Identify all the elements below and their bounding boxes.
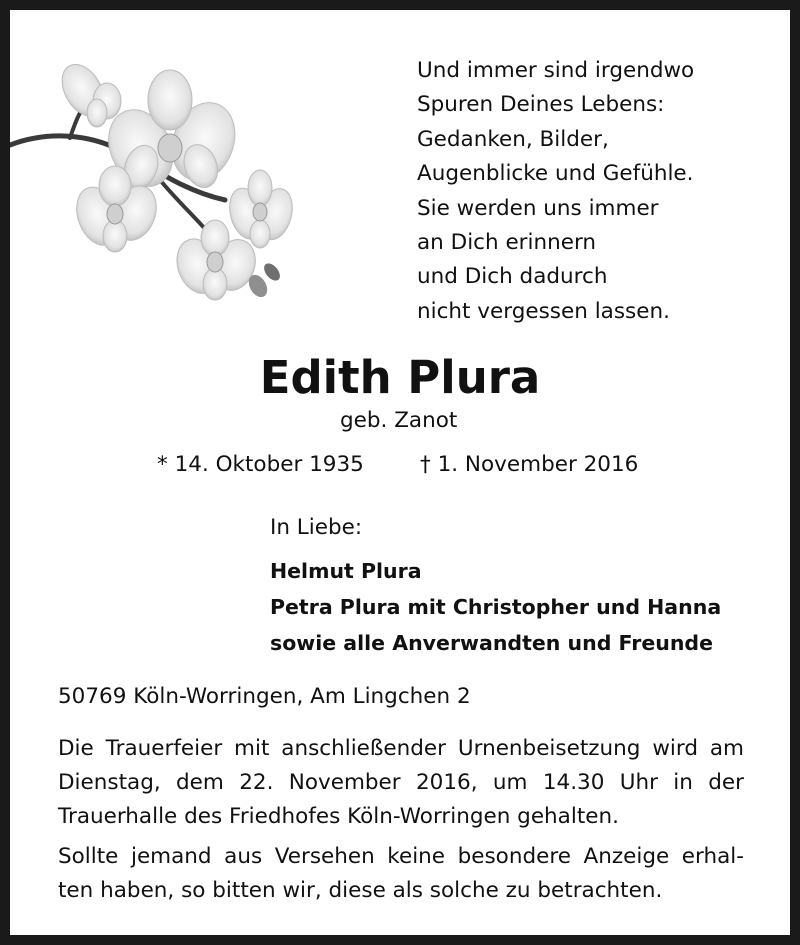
maiden-name: geb. Zanot xyxy=(340,408,458,433)
poem-line: Augenblicke und Gefühle. xyxy=(417,161,694,187)
poem-line: nicht vergessen lassen. xyxy=(417,298,670,324)
mourner-name: Helmut Plura xyxy=(270,559,422,583)
notice-paragraph xyxy=(58,840,744,908)
poem-line: Und immer sind irgendwo xyxy=(417,58,695,83)
birth-date: * 14. Oktober 1935 xyxy=(157,452,364,477)
mourner-name: sowie alle Anverwandten und Freunde xyxy=(270,631,714,655)
death-date: † 1. November 2016 xyxy=(420,452,639,477)
service-line: Die Trauerfeier mit anschließender Urnenbeisetzung wird am xyxy=(58,736,744,761)
poem-line: Sie werden uns immer xyxy=(417,195,659,221)
poem-line: an Dich erinnern xyxy=(417,230,597,256)
notice-line: ten haben, so bitten wir, diese als solche zu betrachten. xyxy=(58,878,663,903)
poem-line: und Dich dadurch xyxy=(417,264,608,290)
poem-line: Gedanken, Bilder, xyxy=(417,126,609,152)
deceased-name: Edith Plura xyxy=(259,351,541,404)
mourners-list xyxy=(270,553,721,661)
service-paragraph xyxy=(58,732,744,834)
notice-line: Sollte jemand aus Versehen keine besondere Anzeige erhal- xyxy=(58,844,744,869)
service-line: Trauerhalle des Friedhofes Köln-Worringen gehalten. xyxy=(58,804,619,829)
orchid-icon xyxy=(10,50,300,310)
memorial-poem xyxy=(417,54,694,329)
family-address: 50769 Köln-Worringen, Am Lingchen 2 xyxy=(58,684,471,709)
service-line: Dienstag, dem 22. November 2016, um 14.30 Uhr in der xyxy=(58,770,744,795)
mourner-name: Petra Plura mit Christopher und Hanna xyxy=(270,595,722,619)
mourners-intro: In Liebe: xyxy=(270,515,363,540)
poem-line: Spuren Deines Lebens: xyxy=(417,92,665,118)
